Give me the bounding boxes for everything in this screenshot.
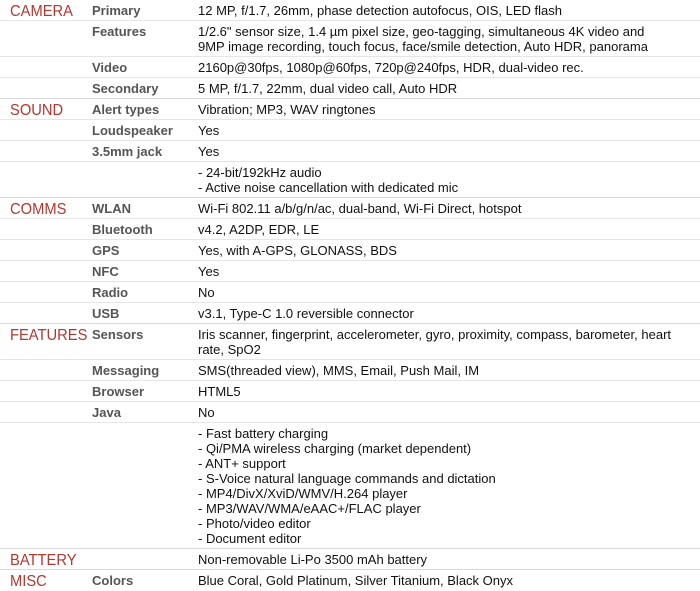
spec-value xyxy=(198,360,694,380)
spec-label[interactable]: NFC xyxy=(92,264,119,279)
spec-section-features xyxy=(0,323,700,548)
spec-value-line: - Active noise cancellation with dedicated mic xyxy=(198,180,459,195)
spec-label xyxy=(92,162,198,197)
section-title[interactable]: FEATURES xyxy=(10,327,88,344)
spec-label[interactable]: Sensors xyxy=(92,327,144,342)
spec-value xyxy=(198,162,694,197)
spec-label[interactable]: Video xyxy=(92,60,128,75)
spec-label[interactable]: 3.5mm jack xyxy=(92,144,163,159)
spec-label[interactable]: WLAN xyxy=(92,201,131,216)
spec-label[interactable]: Loudspeaker xyxy=(92,123,173,138)
spec-value-line: No xyxy=(198,285,215,300)
section-title[interactable]: BATTERY xyxy=(10,552,77,569)
spec-value-line: 1/2.6" sensor size, 1.4 µm pixel size, geo-tagging, simultaneous 4K video and xyxy=(198,24,645,39)
spec-value-line: 9MP image recording, touch focus, face/smile detection, Auto HDR, panorama xyxy=(198,39,648,54)
spec-value-line: - Qi/PMA wireless charging (market dependent) xyxy=(198,441,472,456)
spec-row xyxy=(0,239,700,260)
spec-value-line: - Photo/video editor xyxy=(198,516,311,531)
spec-row xyxy=(0,119,700,140)
spec-row xyxy=(0,218,700,239)
spec-value xyxy=(198,549,694,569)
spec-value xyxy=(198,57,694,77)
spec-value-line: Vibration; MP3, WAV ringtones xyxy=(198,102,376,117)
spec-value xyxy=(198,423,694,548)
spec-section-misc xyxy=(0,569,700,590)
spec-row xyxy=(0,140,700,161)
spec-section-comms xyxy=(0,197,700,323)
spec-value-line: No xyxy=(198,405,215,420)
spec-label[interactable]: USB xyxy=(92,306,120,321)
spec-label xyxy=(92,549,198,569)
spec-value-line: Blue Coral, Gold Platinum, Silver Titanium, Black Onyx xyxy=(198,573,514,588)
spec-value-line: - 24-bit/192kHz audio xyxy=(198,165,322,180)
spec-label[interactable]: GPS xyxy=(92,243,120,258)
spec-value-line: - Fast battery charging xyxy=(198,426,329,441)
spec-value xyxy=(198,120,694,140)
spec-row xyxy=(0,422,700,548)
spec-value-line: SMS(threaded view), MMS, Email, Push Mail, IM xyxy=(198,363,480,378)
spec-value-line: Yes xyxy=(198,144,220,159)
section-title[interactable]: CAMERA xyxy=(10,3,73,20)
spec-value xyxy=(198,240,694,260)
spec-value-line: Yes, with A-GPS, GLONASS, BDS xyxy=(198,243,397,258)
section-title[interactable]: SOUND xyxy=(10,102,64,119)
spec-value xyxy=(198,303,694,323)
spec-section-battery xyxy=(0,548,700,569)
spec-value-line: - MP4/DivX/XviD/WMV/H.264 player xyxy=(198,486,408,501)
spec-value-line: - Document editor xyxy=(198,531,302,546)
spec-section-camera xyxy=(0,0,700,98)
spec-value-line: Wi-Fi 802.11 a/b/g/n/ac, dual-band, Wi-Fi Direct, hotspot xyxy=(198,201,522,216)
spec-label[interactable]: Radio xyxy=(92,285,129,300)
spec-value-line: Yes xyxy=(198,123,220,138)
spec-value-line: - ANT+ support xyxy=(198,456,286,471)
spec-value-line: Iris scanner, fingerprint, accelerometer, gyro, proximity, compass, barometer, heart xyxy=(198,327,672,342)
spec-value xyxy=(198,570,694,590)
spec-row xyxy=(0,401,700,422)
spec-value xyxy=(198,141,694,161)
spec-label[interactable]: Browser xyxy=(92,384,145,399)
spec-value xyxy=(198,78,694,98)
spec-label[interactable]: Primary xyxy=(92,3,141,18)
spec-row xyxy=(0,302,700,323)
spec-label[interactable]: Secondary xyxy=(92,81,159,96)
spec-row xyxy=(0,359,700,380)
spec-value-line: v4.2, A2DP, EDR, LE xyxy=(198,222,320,237)
spec-value xyxy=(198,381,694,401)
spec-label[interactable]: Features xyxy=(92,24,147,39)
spec-value xyxy=(198,261,694,281)
spec-label[interactable]: Java xyxy=(92,405,121,420)
spec-value-line: Non-removable Li-Po 3500 mAh battery xyxy=(198,552,428,567)
spec-value xyxy=(198,402,694,422)
spec-label xyxy=(92,423,198,548)
spec-row xyxy=(0,198,700,218)
spec-row xyxy=(0,549,700,569)
spec-row xyxy=(0,570,700,590)
spec-value xyxy=(198,198,694,218)
spec-value-line: 5 MP, f/1.7, 22mm, dual video call, Auto HDR xyxy=(198,81,458,96)
spec-row xyxy=(0,161,700,197)
section-title[interactable]: COMMS xyxy=(10,201,67,218)
spec-value xyxy=(198,99,694,119)
spec-value-line: 12 MP, f/1.7, 26mm, phase detection autofocus, OIS, LED flash xyxy=(198,3,562,18)
spec-row xyxy=(0,56,700,77)
spec-row xyxy=(0,380,700,401)
spec-row xyxy=(0,0,700,20)
section-title[interactable]: MISC xyxy=(10,573,47,590)
spec-label[interactable]: Alert types xyxy=(92,102,160,117)
spec-label[interactable]: Messaging xyxy=(92,363,160,378)
spec-row xyxy=(0,281,700,302)
spec-label[interactable]: Colors xyxy=(92,573,134,588)
spec-value xyxy=(198,0,694,20)
spec-value-line: Yes xyxy=(198,264,220,279)
spec-value xyxy=(198,21,694,56)
spec-row xyxy=(0,324,700,359)
spec-value xyxy=(198,324,694,359)
spec-row xyxy=(0,99,700,119)
spec-value-line: - MP3/WAV/WMA/eAAC+/FLAC player xyxy=(198,501,421,516)
spec-value xyxy=(198,282,694,302)
spec-value-line: HTML5 xyxy=(198,384,241,399)
spec-row xyxy=(0,260,700,281)
spec-value-line: rate, SpO2 xyxy=(198,342,261,357)
spec-value-line: - S-Voice natural language commands and dictation xyxy=(198,471,496,486)
spec-section-sound xyxy=(0,98,700,197)
spec-value xyxy=(198,219,694,239)
spec-row xyxy=(0,77,700,98)
spec-row xyxy=(0,20,700,56)
spec-value-line: 2160p@30fps, 1080p@60fps, 720p@240fps, HDR, dual-video rec. xyxy=(198,60,584,75)
spec-label[interactable]: Bluetooth xyxy=(92,222,153,237)
spec-value-line: v3.1, Type-C 1.0 reversible connector xyxy=(198,306,414,321)
